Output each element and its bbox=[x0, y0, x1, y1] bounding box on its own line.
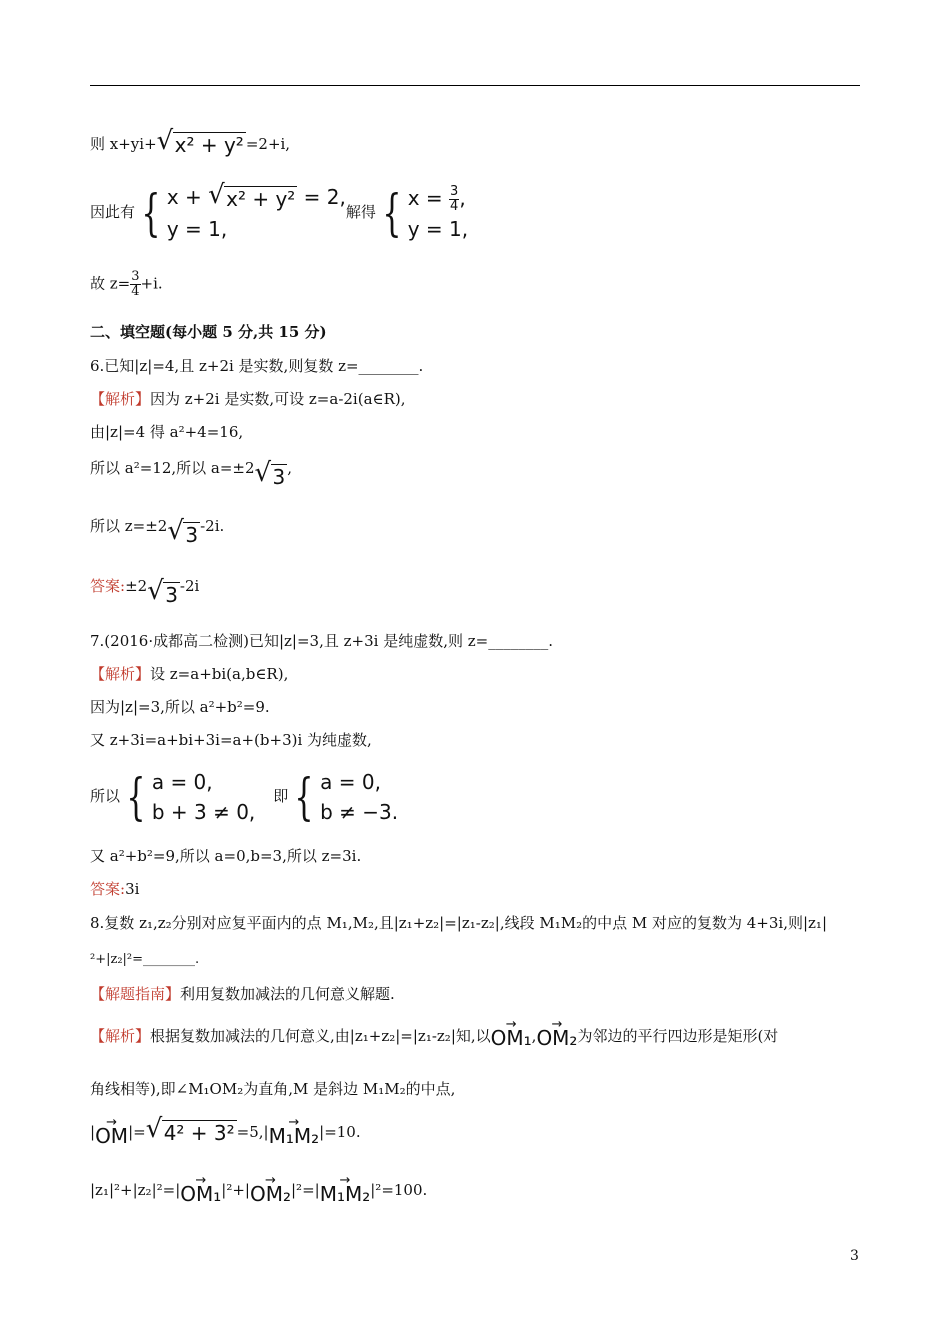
text: | bbox=[90, 1123, 96, 1141]
intro-line-1 bbox=[90, 134, 290, 155]
left-brace: { bbox=[126, 768, 146, 826]
eq: b + 3 ≠ 0, bbox=[151, 800, 256, 824]
text: 所以 a²=12,所以 a=±2 bbox=[90, 459, 255, 477]
q7-solution-5: 又 a²+b²=9,所以 a=0,b=3,所以 z=3i. bbox=[90, 847, 362, 865]
text: |z₁|²+|z₂|²=| bbox=[90, 1181, 181, 1199]
intro-line-3 bbox=[90, 270, 163, 299]
numerator: 3 bbox=[450, 183, 459, 199]
fraction bbox=[130, 270, 140, 299]
denominator: 4 bbox=[450, 198, 459, 214]
analysis-tag: 【解析】 bbox=[90, 665, 151, 683]
text: , bbox=[287, 459, 293, 477]
text: 所以 bbox=[90, 787, 121, 805]
eq: b ≠ −3. bbox=[320, 800, 399, 824]
numerator: 3 bbox=[131, 269, 140, 284]
q6-solution-4 bbox=[90, 516, 225, 547]
q6-solution-2: 由|z|=4 得 a²+4=16, bbox=[90, 423, 244, 441]
text: 则 x+yi+ bbox=[90, 135, 157, 153]
vector-om: → OM bbox=[95, 1126, 128, 1146]
vector-om1: → OM₁ bbox=[491, 1028, 532, 1048]
left-brace: { bbox=[382, 184, 402, 242]
radicand: 3 bbox=[165, 583, 178, 607]
radicand: x² + y² bbox=[226, 186, 296, 211]
equation-system bbox=[167, 182, 346, 244]
radicand: 4² + 3² bbox=[163, 1121, 235, 1145]
text: 所以 z=±2 bbox=[90, 517, 168, 535]
text: ±2 bbox=[125, 577, 148, 595]
sqrt bbox=[157, 135, 246, 155]
q8-solution-2: 角线相等),即∠M₁OM₂为直角,M 是斜边 M₁M₂的中点, bbox=[90, 1080, 456, 1098]
vector-om2: → OM₂ bbox=[536, 1028, 577, 1048]
q7-answer bbox=[90, 879, 139, 899]
q8-solution-1 bbox=[90, 1024, 779, 1050]
q7-solution-1 bbox=[90, 664, 288, 684]
q8-solution-4 bbox=[90, 1178, 428, 1206]
vector-om2: → OM₂ bbox=[250, 1184, 291, 1204]
text: 解得 bbox=[345, 203, 376, 221]
equation-system bbox=[408, 183, 468, 244]
text: , bbox=[531, 1027, 537, 1045]
text: 为邻边的平行四边形是矩形(对 bbox=[577, 1027, 779, 1045]
text: =2+i, bbox=[245, 135, 291, 153]
header-rule bbox=[90, 85, 860, 86]
eq: y = 1, bbox=[166, 216, 228, 241]
q7-solution-4 bbox=[90, 766, 398, 827]
text: 3i bbox=[125, 880, 140, 898]
q7-solution-2: 因为|z|=3,所以 a²+b²=9. bbox=[90, 698, 270, 716]
vector-m1m2: → M₁M₂ bbox=[320, 1184, 371, 1204]
sqrt bbox=[208, 184, 297, 214]
sqrt bbox=[167, 525, 200, 545]
eq: , bbox=[459, 185, 466, 210]
text: =5,| bbox=[236, 1123, 269, 1141]
text: |²=| bbox=[291, 1181, 320, 1199]
eq: a = 0, bbox=[151, 770, 213, 794]
text: 因为 z+2i 是实数,可设 z=a-2i(a∈R), bbox=[150, 390, 406, 408]
analysis-tag: 【解析】 bbox=[90, 1027, 151, 1045]
q8-guide bbox=[90, 984, 395, 1004]
analysis-tag: 【解析】 bbox=[90, 390, 151, 408]
text: |=10. bbox=[319, 1123, 361, 1141]
left-brace: { bbox=[141, 184, 161, 242]
text: 因此有 bbox=[90, 203, 136, 221]
fraction bbox=[449, 185, 459, 214]
eq: = 2, bbox=[297, 185, 346, 210]
text: -2i. bbox=[200, 517, 225, 535]
radicand: 3 bbox=[272, 465, 286, 489]
q8-stem-2: ²+|z₂|²=________. bbox=[90, 952, 200, 967]
vector-om1: → OM₁ bbox=[180, 1184, 221, 1204]
vector-m1m2: → M₁M₂ bbox=[269, 1126, 320, 1146]
answer-label: 答案: bbox=[90, 880, 126, 898]
text: 根据复数加减法的几何意义,由|z₁+z₂|=|z₁-z₂|知,以 bbox=[150, 1027, 491, 1045]
q6-solution-1 bbox=[90, 389, 406, 409]
q6-stem: 6.已知|z|=4,且 z+2i 是实数,则复数 z=________. bbox=[90, 357, 424, 375]
q8-stem-1: 8.复数 z₁,z₂分别对应复平面内的点 M₁,M₂,且|z₁+z₂|=|z₁-z₂|,线段 M₁M₂的中点 M 对应的复数为 4+3i,则|z₁| bbox=[90, 914, 828, 932]
answer-label: 答案: bbox=[90, 577, 126, 595]
q7-stem: 7.(2016·成都高二检测)已知|z|=3,且 z+3i 是纯虚数,则 z=________. bbox=[90, 632, 553, 650]
equation-system bbox=[320, 767, 398, 827]
eq: y = 1, bbox=[407, 216, 469, 241]
sqrt bbox=[146, 1123, 237, 1143]
page-number: 3 bbox=[850, 1248, 859, 1264]
sqrt bbox=[147, 585, 180, 605]
text: 即 bbox=[273, 787, 289, 805]
guide-tag: 【解题指南】 bbox=[90, 985, 181, 1003]
eq: a = 0, bbox=[320, 770, 381, 794]
section-title: 二、填空题(每小题 5 分,共 15 分) bbox=[90, 323, 327, 341]
radicand: 3 bbox=[185, 523, 199, 547]
text: 利用复数加减法的几何意义解题. bbox=[180, 985, 395, 1003]
q6-answer bbox=[90, 576, 200, 607]
text: 设 z=a+bi(a,b∈R), bbox=[150, 665, 289, 683]
q6-solution-3 bbox=[90, 458, 293, 489]
sqrt bbox=[255, 467, 288, 487]
text: +i. bbox=[140, 274, 163, 293]
q8-solution-3 bbox=[90, 1120, 361, 1148]
radicand: x² + y² bbox=[174, 133, 244, 157]
text: |²=100. bbox=[370, 1181, 428, 1199]
equation-system bbox=[152, 767, 255, 827]
text: -2i bbox=[179, 577, 200, 595]
text: 故 z= bbox=[90, 274, 131, 293]
intro-line-2 bbox=[90, 182, 468, 244]
text: |²+| bbox=[221, 1181, 250, 1199]
denominator: 4 bbox=[131, 284, 140, 299]
left-brace: { bbox=[294, 768, 314, 826]
text: |= bbox=[128, 1123, 146, 1141]
eq: x + bbox=[166, 185, 209, 210]
q7-solution-3: 又 z+3i=a+bi+3i=a+(b+3)i 为纯虚数, bbox=[90, 731, 372, 749]
eq: x = bbox=[407, 185, 450, 210]
